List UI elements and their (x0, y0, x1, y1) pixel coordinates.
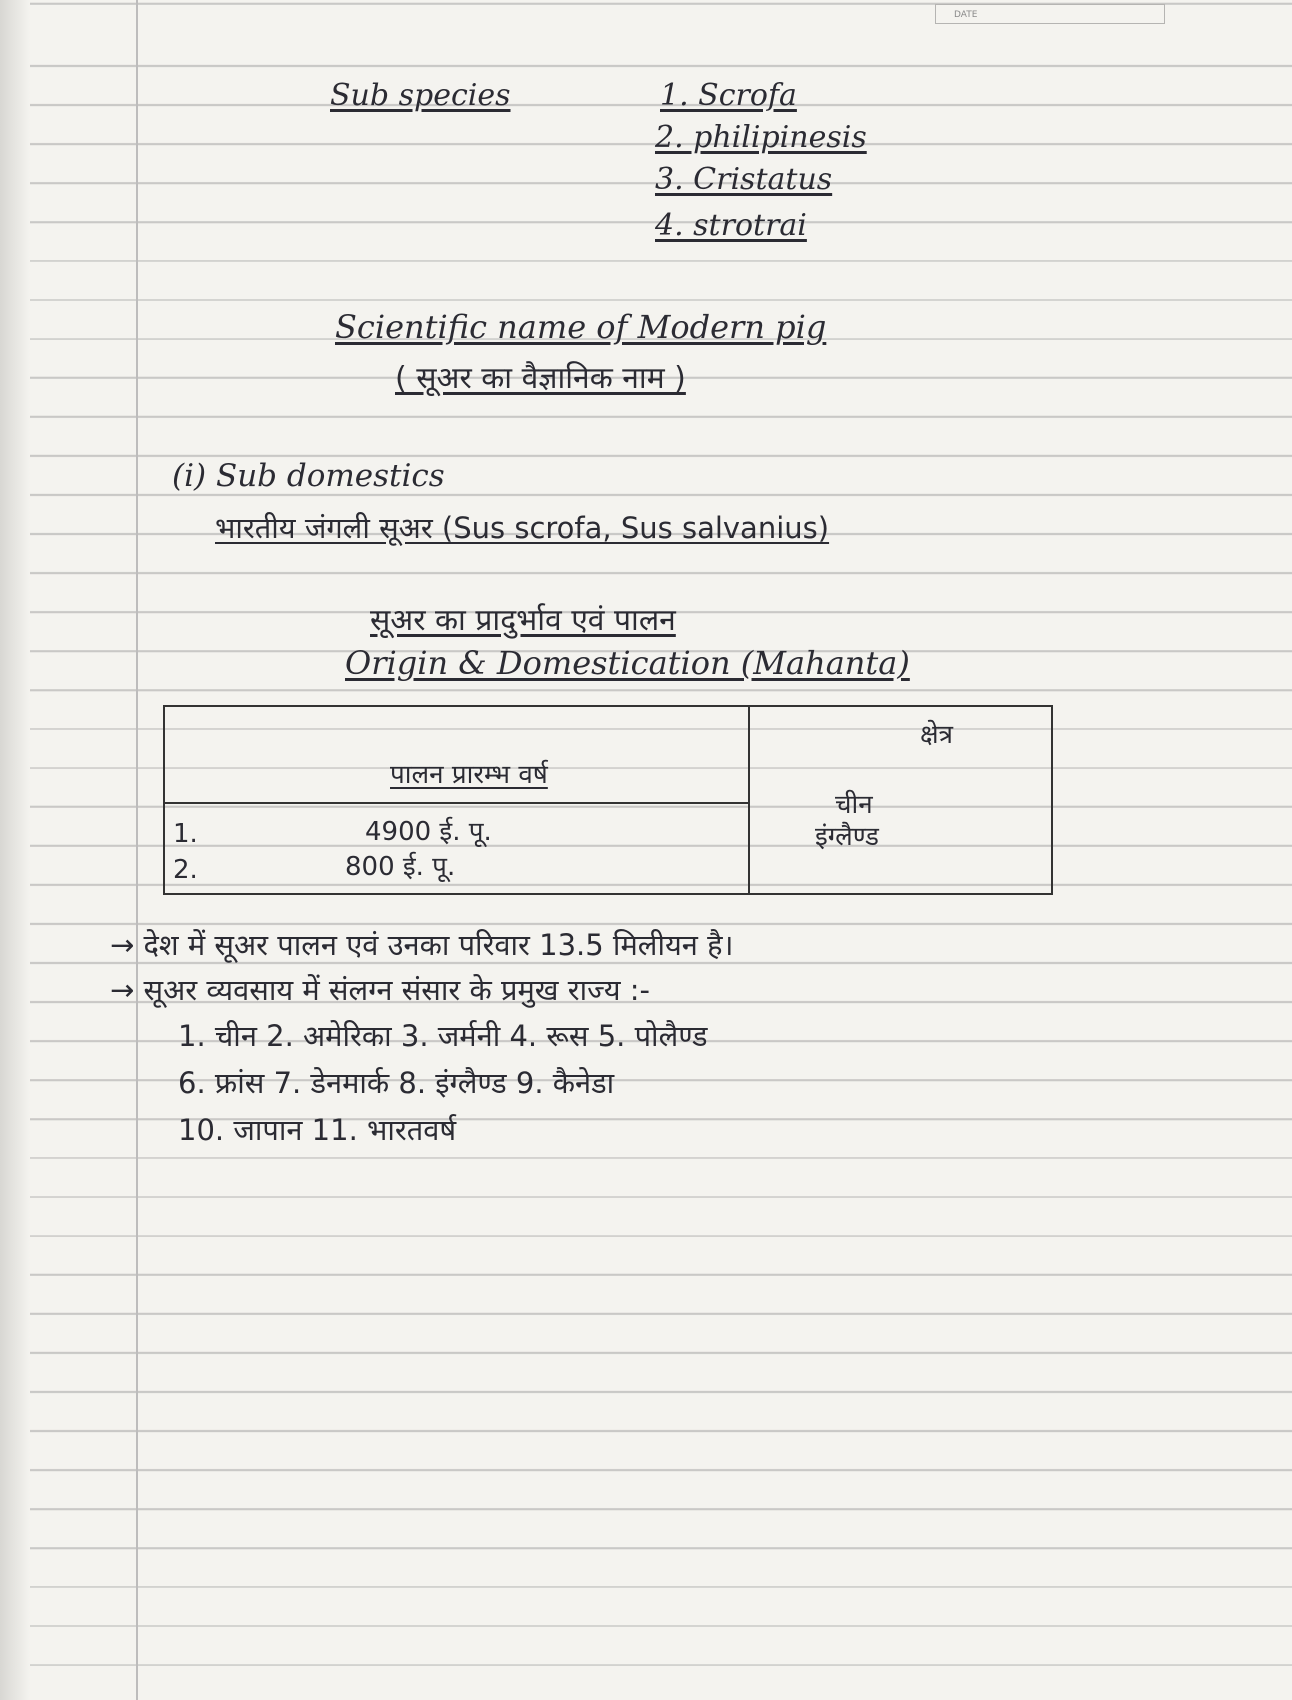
table-row-region: इंग्लैण्ड (815, 822, 879, 852)
subdomestics-label: (i) Sub domestics (172, 458, 445, 494)
subspecies-item: 4. strotrai (655, 208, 807, 243)
date-label: DATE (954, 10, 978, 20)
subspecies-item: 1. Scrofa (660, 78, 797, 113)
table-header-region: क्षेत्र (920, 720, 953, 750)
date-box (935, 4, 1165, 24)
note-line: 6. फ्रांस 7. डेनमार्क 8. इंग्लैण्ड 9. कैनेडा (178, 1066, 615, 1100)
note-line: 1. चीन 2. अमेरिका 3. जर्मनी 4. रूस 5. पोलैण्ड (178, 1019, 708, 1053)
table-header-year: पालन प्रारम्भ वर्ष (390, 760, 548, 790)
table-divider (748, 707, 750, 893)
origin-title-hi: सूअर का प्रादुर्भाव एवं पालन (370, 603, 676, 638)
scientific-title-hi: ( सूअर का वैज्ञानिक नाम ) (395, 361, 686, 396)
table-row-num: 1. (173, 819, 198, 849)
subspecies-item: 3. Cristatus (655, 162, 833, 197)
note-line: 10. जापान 11. भारतवर्ष (178, 1113, 457, 1147)
note-line: → देश में सूअर पालन एवं उनका परिवार 13.5 मिलीयन है। (110, 928, 734, 962)
origin-title-en: Origin & Domestication (Mahanta) (345, 644, 910, 682)
domestication-table (163, 705, 1053, 895)
scientific-title-en: Scientific name of Modern pig (335, 308, 827, 346)
subdomestics-line: भारतीय जंगली सूअर (Sus scrofa, Sus salvanius) (215, 511, 830, 545)
subspecies-item: 2. philipinesis (655, 120, 867, 155)
page-left-edge (0, 0, 30, 1700)
table-row-num: 2. (173, 855, 198, 885)
table-header-line (165, 802, 748, 804)
table-row-year: 800 ई. पू. (345, 852, 456, 882)
table-row-year: 4900 ई. पू. (365, 817, 492, 847)
note-line: → सूअर व्यवसाय में संलग्न संसार के प्रमुख राज्य :- (110, 973, 650, 1007)
table-row-region: चीन (835, 790, 873, 820)
margin-line (136, 0, 138, 1700)
subspecies-heading: Sub species (330, 78, 511, 113)
